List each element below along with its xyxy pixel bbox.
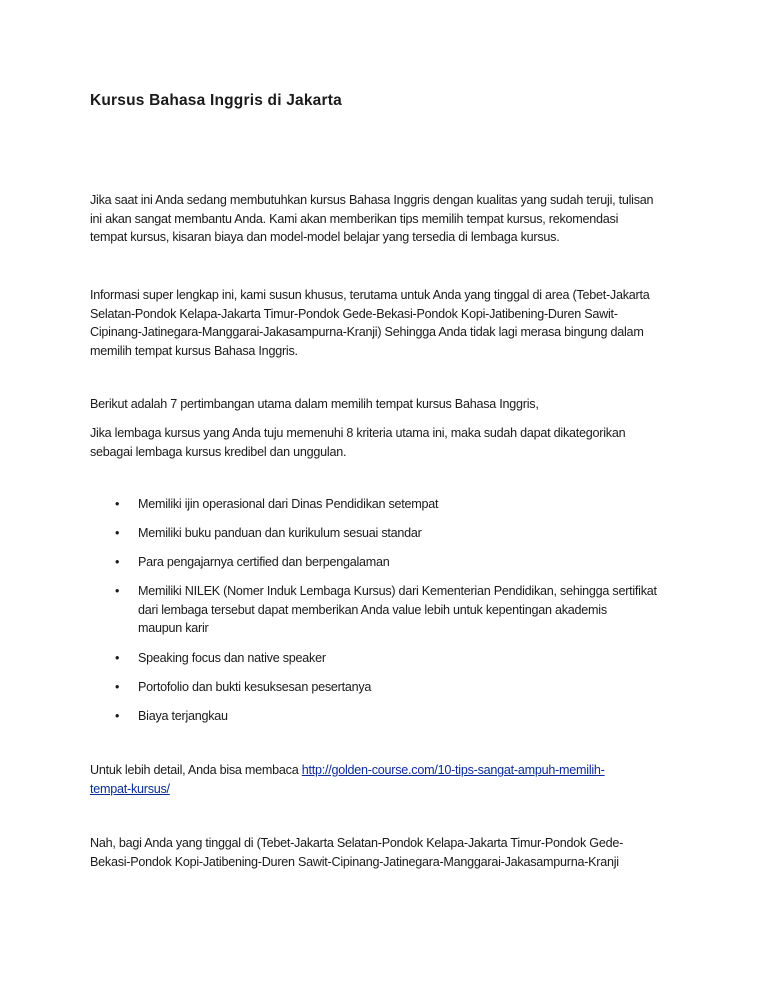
paragraph-line — [90, 761, 690, 780]
list-item-text: Speaking focus dan native speaker — [138, 650, 326, 665]
bullet-icon: • — [115, 497, 120, 511]
paragraph-line: memilih tempat kursus Bahasa Inggris. — [90, 343, 298, 358]
criteria-list — [90, 495, 690, 736]
detail-prefix-text: Untuk lebih detail, Anda bisa membaca — [90, 763, 302, 777]
bullet-icon: • — [115, 708, 120, 723]
detail-paragraph — [90, 761, 690, 798]
paragraph-line: Informasi super lengkap ini, kami susun khusus, terutama untuk Anda yang tinggal di area (Tebet-Jakarta — [90, 288, 650, 302]
paragraph-line: Jika lembaga kursus yang Anda tuju memenuhi 8 kriteria utama ini, maka sudah dapat dikategorikan — [90, 426, 626, 440]
paragraph-line — [90, 780, 690, 799]
bullet-icon: • — [115, 555, 120, 570]
paragraph-line: Cipinang-Jatinegara-Manggarai-Jakasampurna-Kranji) Sehingga Anda tidak lagi merasa bingung dalam — [90, 325, 644, 340]
document-title: Kursus Bahasa Inggris di Jakarta — [90, 92, 342, 109]
article-link[interactable]: http://golden-course.com/10-tips-sangat-ampuh-memilih- — [301, 763, 605, 777]
bullet-icon: • — [115, 584, 120, 599]
list-item — [90, 649, 690, 668]
list-item — [90, 678, 690, 697]
paragraph-line: ini akan sangat membantu Anda. Kami akan memberikan tips memilih tempat kursus, rekomendasi — [90, 211, 619, 226]
paragraph-line: Nah, bagi Anda yang tinggal di (Tebet-Jakarta Selatan-Pondok Kelapa-Jakarta Timur-Pondok Gede- — [90, 836, 624, 850]
bullet-icon: • — [115, 526, 120, 541]
list-item-text: Memiliki buku panduan dan kurikulum sesuai standar — [138, 526, 422, 541]
paragraph-line: Jika saat ini Anda sedang membutuhkan kursus Bahasa Inggris dengan kualitas yang sudah teruji, tulisan — [90, 193, 654, 207]
paragraph-line: Selatan-Pondok Kelapa-Jakarta Timur-Pondok Gede-Bekasi-Pondok Kopi-Jatibening-Duren Sawit- — [90, 306, 618, 321]
list-item — [90, 707, 690, 726]
article-link-continued[interactable]: tempat-kursus/ — [90, 781, 170, 796]
bullet-icon: • — [115, 679, 120, 694]
paragraph-line: Berikut adalah 7 pertimbangan utama dalam memilih tempat kursus Bahasa Inggris, — [90, 397, 539, 411]
intro-paragraph — [90, 191, 690, 247]
list-item-text: dari lembaga tersebut dapat memberikan Anda value lebih untuk kepentingan akademis — [138, 602, 607, 617]
list-item-text: Portofolio dan bukti kesuksesan pesertanya — [138, 679, 372, 694]
considerations-intro — [90, 395, 690, 414]
area-info-paragraph — [90, 286, 690, 360]
bullet-icon: • — [115, 650, 120, 665]
criteria-paragraph — [90, 424, 690, 461]
list-item — [90, 524, 690, 543]
list-item — [90, 553, 690, 572]
paragraph-line: tempat kursus, kisaran biaya dan model-model belajar yang tersedia di lembaga kursus. — [90, 230, 560, 245]
list-item-text: Memiliki NILEK (Nomer Induk Lembaga Kursus) dari Kementerian Pendidikan, sehingga sertifikat — [138, 584, 657, 599]
paragraph-line: sebagai lembaga kursus kredibel dan unggulan. — [90, 444, 347, 459]
list-item-text: Biaya terjangkau — [138, 708, 228, 723]
list-item-text: Memiliki ijin operasional dari Dinas Pendidikan setempat — [138, 497, 439, 511]
list-item-text: Para pengajarnya certified dan berpengalaman — [138, 555, 390, 570]
paragraph-line: Bekasi-Pondok Kopi-Jatibening-Duren Sawit-Cipinang-Jatinegara-Manggarai-Jakasampurna-Kranji — [90, 854, 619, 869]
list-item — [90, 582, 690, 638]
list-item — [90, 495, 690, 514]
closing-paragraph — [90, 834, 690, 871]
list-item-text: maupun karir — [138, 621, 209, 636]
